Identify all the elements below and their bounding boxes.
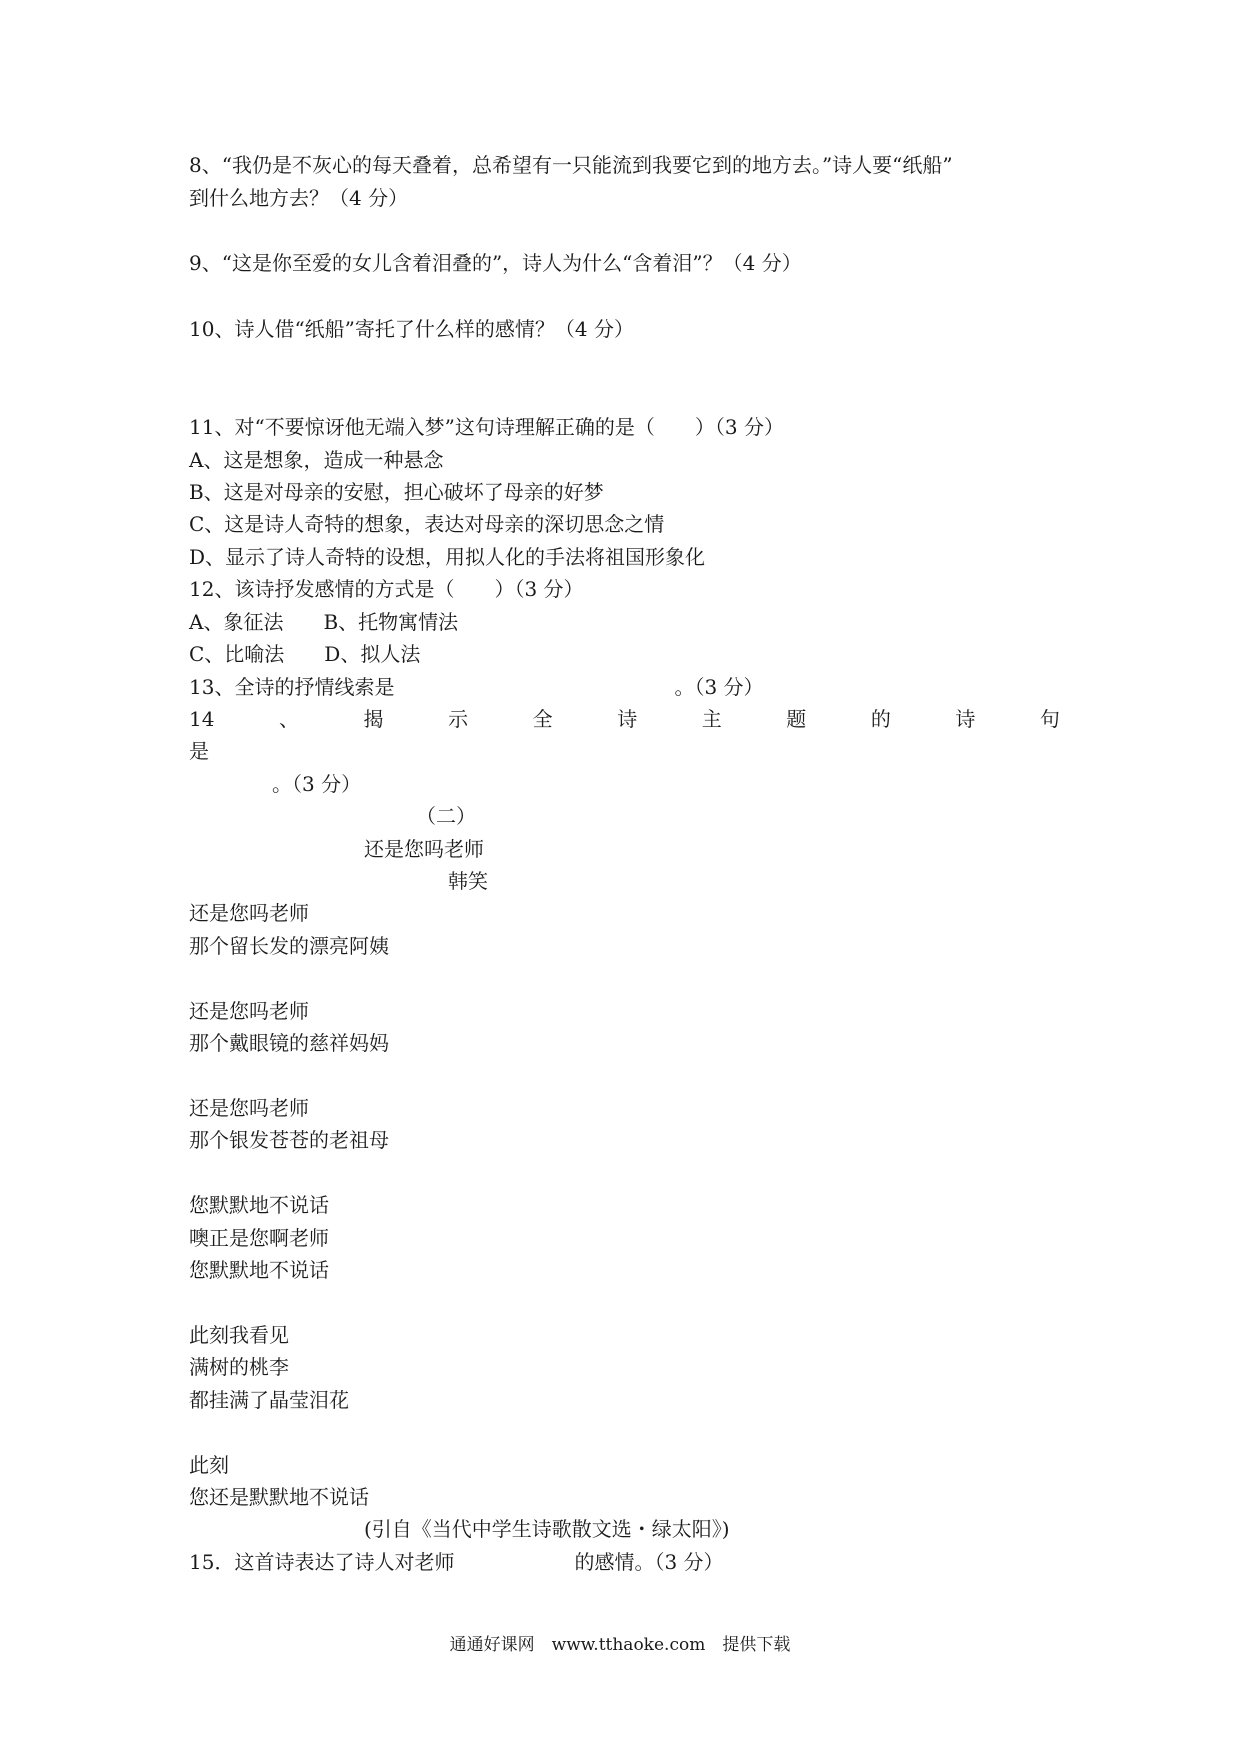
- poem-line: 此刻: [189, 1453, 229, 1477]
- poem-line: 还是您吗老师: [189, 999, 309, 1023]
- q11-option-d: D、显示了诗人奇特的设想，用拟人化的手法将祖国形象化: [189, 545, 706, 569]
- q13-text: 13、全诗的抒情线索是 。（3 分）: [189, 675, 764, 699]
- q9-text: 9、“这是你至爱的女儿含着泪叠的”，诗人为什么“含着泪”？（4 分）: [189, 251, 802, 275]
- poem-title: 还是您吗老师: [364, 837, 484, 861]
- q14-char: 全: [532, 707, 553, 731]
- poem-line: 还是您吗老师: [189, 1096, 309, 1120]
- q14-line-3: 。（3 分）: [272, 772, 362, 796]
- poem-line: 那个留长发的漂亮阿姨: [189, 934, 389, 958]
- q15-text: 15．这首诗表达了诗人对老师 的感情。（3 分）: [189, 1550, 724, 1574]
- poem-line: 噢正是您啊老师: [189, 1226, 329, 1250]
- poem-line: 还是您吗老师: [189, 901, 309, 925]
- q14-char: 14: [189, 707, 215, 731]
- q14-spread-line: [189, 706, 1060, 732]
- q8-line-2: 到什么地方去？（4 分）: [189, 186, 409, 210]
- q14-char: 主: [701, 707, 722, 731]
- q14-char: 揭: [363, 707, 384, 731]
- q12-options-row-1: A、象征法 B、托物寓情法: [189, 610, 459, 634]
- poem-line: 您默默地不说话: [189, 1258, 329, 1282]
- q12-options-row-2: C、比喻法 D、拟人法: [189, 642, 421, 666]
- poem-line: 都挂满了晶莹泪花: [189, 1388, 349, 1412]
- q12-stem: 12、该诗抒发感情的方式是（ ）（3 分）: [189, 577, 584, 601]
- q11-stem: 11、对“不要惊讶他无端入梦”这句诗理解正确的是（ ）（3 分）: [189, 415, 784, 439]
- q11-option-a: A、这是想象，造成一种悬念: [189, 448, 444, 472]
- poem-line: 您还是默默地不说话: [189, 1485, 369, 1509]
- poem-line: 那个戴眼镜的慈祥妈妈: [189, 1031, 389, 1055]
- q14-char: 的: [870, 707, 891, 731]
- q14-char: 诗: [617, 707, 638, 731]
- q14-char: 题: [786, 707, 807, 731]
- poem-line: 满树的桃李: [189, 1355, 289, 1379]
- poem-line: 那个银发苍苍的老祖母: [189, 1128, 389, 1152]
- poem-line: 您默默地不说话: [189, 1193, 329, 1217]
- poem-source: (引自《当代中学生诗歌散文选・绿太阳》): [364, 1517, 730, 1541]
- section-heading: （二）: [416, 804, 476, 828]
- q14-line-2: 是: [189, 739, 209, 763]
- q10-text: 10、诗人借“纸船”寄托了什么样的感情？（4 分）: [189, 317, 634, 341]
- q14-char: 句: [1039, 707, 1060, 731]
- poem-line: 此刻我看见: [189, 1323, 289, 1347]
- q14-char: 、: [279, 707, 299, 731]
- q11-option-b: B、这是对母亲的安慰，担心破坏了母亲的好梦: [189, 480, 604, 504]
- q8-line-1: 8、“我仍是不灰心的每天叠着，总希望有一只能流到我要它到的地方去。”诗人要“纸船”: [189, 153, 953, 177]
- q14-char: 诗: [955, 707, 976, 731]
- footer-watermark: 通通好课网 www.tthaoke.com 提供下载: [449, 1635, 791, 1655]
- poem-author: 韩笑: [448, 869, 488, 893]
- q11-option-c: C、这是诗人奇特的想象，表达对母亲的深切思念之情: [189, 512, 665, 536]
- q14-char: 示: [448, 707, 469, 731]
